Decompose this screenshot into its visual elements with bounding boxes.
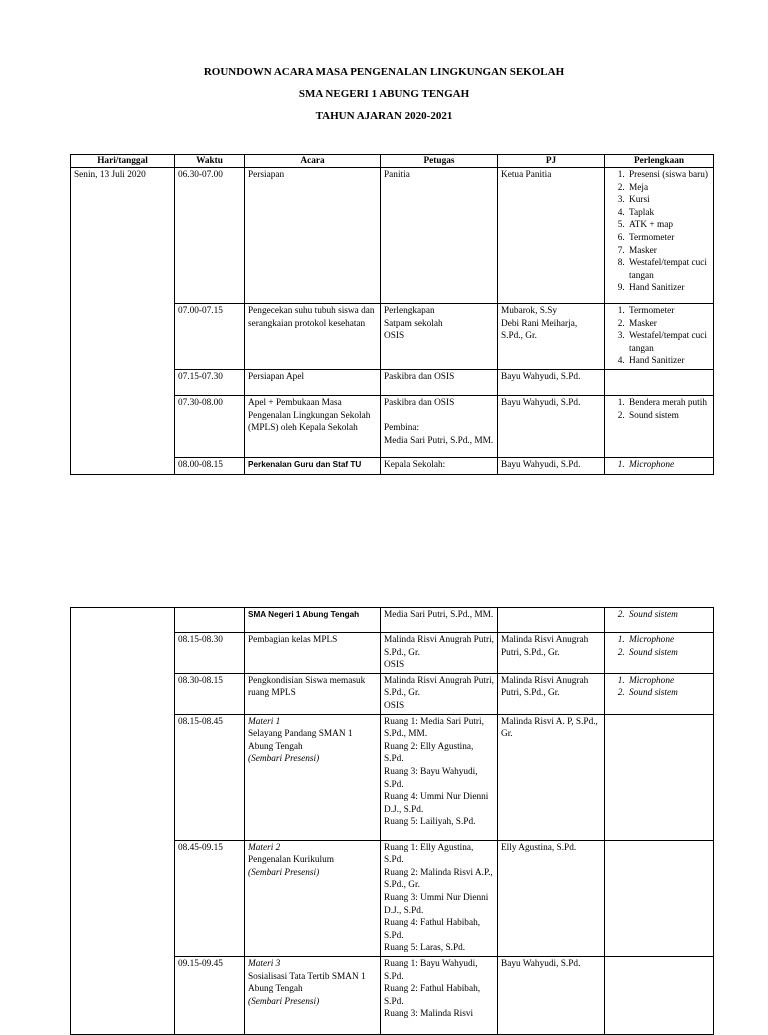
perlengkapan-item: 1. Bendera merah putih bbox=[627, 397, 710, 410]
petugas-cell bbox=[381, 673, 498, 714]
perlengkapan-list bbox=[608, 609, 710, 622]
pj-line: Malinda Risvi Anugrah Putri, S.Pd., Gr. bbox=[501, 635, 589, 658]
acara-cell bbox=[245, 633, 381, 674]
petugas-cell bbox=[381, 840, 498, 956]
pj-line: Mubarok, S.Sy bbox=[501, 306, 558, 316]
petugas-line: Ruang 2: Elly Agustina, S.Pd. bbox=[384, 741, 474, 765]
petugas-line: Ruang 1: Elly Agustina, S.Pd. bbox=[384, 842, 474, 866]
petugas-cell bbox=[381, 457, 498, 474]
perlengkapan-cell bbox=[605, 395, 714, 457]
pj-cell bbox=[498, 304, 605, 370]
pj-cell bbox=[498, 608, 605, 633]
petugas-line: Ruang 5: Laras, S.Pd. bbox=[384, 943, 466, 954]
petugas-cell bbox=[381, 304, 498, 370]
petugas-line: Perlengkapan bbox=[384, 306, 435, 316]
header-acara: Acara bbox=[245, 155, 381, 168]
petugas-line: Kepala Sekolah: bbox=[384, 459, 446, 470]
acara-cell bbox=[245, 956, 381, 1034]
petugas-line: OSIS bbox=[384, 700, 405, 711]
acara-line: Selayang Pandang SMAN 1 Abung Tengah bbox=[248, 729, 353, 752]
perlengkapan-item: 1. Microphone bbox=[627, 459, 710, 472]
petugas-cell bbox=[381, 608, 498, 633]
petugas-line: Ruang 4: Fathul Habibah, S.Pd. bbox=[384, 918, 481, 941]
perlengkapan-item: 6. Termometer bbox=[627, 232, 710, 245]
pj-line: Malinda Risvi Anugrah Putri, S.Pd., Gr. bbox=[501, 675, 589, 699]
perlengkapan-cell bbox=[605, 457, 714, 474]
petugas-line: Ruang 5: Lailiyah, S.Pd. bbox=[384, 817, 476, 828]
petugas-line: Malinda Risvi Anugrah Putri, S.Pd., Gr. bbox=[384, 675, 495, 699]
header-waktu: Waktu bbox=[175, 155, 245, 168]
perlengkapan-item: 4. Taplak bbox=[627, 207, 710, 220]
table-row bbox=[71, 608, 714, 633]
pj-line: Elly Agustina, S.Pd. bbox=[501, 842, 577, 853]
perlengkapan-item: 1. Microphone bbox=[627, 675, 710, 688]
pj-line: Bayu Wahyudi, S.Pd. bbox=[501, 371, 581, 382]
petugas-line: Ruang 3: Ummi Nur Dienni D.J., S.Pd. bbox=[384, 892, 489, 916]
time-cell: 08.00-08.15 bbox=[175, 457, 245, 474]
pj-line: Malinda Risvi A. P, S.Pd., Gr. bbox=[501, 716, 598, 740]
perlengkapan-item: 2. Sound sistem bbox=[627, 687, 710, 700]
perlengkapan-item: 9. Hand Sanitizer bbox=[627, 282, 710, 295]
pj-cell bbox=[498, 840, 605, 956]
day-cell: Senin, 13 Juli 2020 bbox=[71, 168, 175, 475]
presensi-note: (Sembari Presensi) bbox=[248, 867, 320, 878]
perlengkapan-list bbox=[608, 169, 710, 295]
acara-cell bbox=[245, 673, 381, 714]
pj-cell bbox=[498, 168, 605, 304]
petugas-line: Pembina: bbox=[384, 423, 420, 434]
pj-cell bbox=[498, 633, 605, 674]
perlengkapan-list bbox=[608, 397, 710, 422]
perlengkapan-item: 7. Masker bbox=[627, 245, 710, 258]
header-hari: Hari/tanggal bbox=[71, 155, 175, 168]
petugas-line: Ruang 4: Ummi Nur Dienni D.J., S.Pd. bbox=[384, 792, 489, 815]
petugas-line: Ruang 3: Bayu Wahyudi, S.Pd. bbox=[384, 766, 478, 790]
time-cell: 07.15-07.30 bbox=[175, 369, 245, 395]
pj-line: Debi Rani Meiharja, S.Pd., Gr. bbox=[501, 318, 578, 342]
acara-cell bbox=[245, 168, 381, 304]
petugas-line: Ruang 2: Fathul Habibah, S.Pd. bbox=[384, 984, 481, 1007]
pj-line: Bayu Wahyudi, S.Pd. bbox=[501, 459, 581, 470]
acara-cell bbox=[245, 395, 381, 457]
header-petugas: Petugas bbox=[381, 155, 498, 168]
perlengkapan-list bbox=[608, 459, 710, 472]
table-header-row bbox=[71, 155, 714, 168]
acara-line: Sosialisasi Tata Tertib SMAN 1 Abung Tengah bbox=[248, 971, 366, 995]
header-pj: PJ bbox=[498, 155, 605, 168]
pj-cell bbox=[498, 956, 605, 1034]
perlengkapan-item: 2. Meja bbox=[627, 182, 710, 195]
petugas-cell bbox=[381, 395, 498, 457]
acara-cell bbox=[245, 714, 381, 840]
materi-label: Materi 3 bbox=[248, 958, 281, 969]
petugas-cell bbox=[381, 168, 498, 304]
table-row bbox=[71, 168, 714, 304]
perlengkapan-item: 1. Microphone bbox=[627, 634, 710, 647]
acara-line: Apel + Pembukaan Masa Pengenalan Lingkungan Sekolah (MPLS) oleh Kepala Sekolah bbox=[248, 397, 371, 434]
petugas-cell bbox=[381, 714, 498, 840]
acara-line: Persiapan bbox=[248, 170, 285, 180]
petugas-line: OSIS bbox=[384, 331, 405, 342]
petugas-line: Paskibra dan OSIS bbox=[384, 397, 455, 408]
acara-line: Perkenalan Guru dan Staf TU bbox=[248, 459, 362, 469]
perlengkapan-item: 5. ATK + map bbox=[627, 219, 710, 232]
time-cell: 07.00-07.15 bbox=[175, 304, 245, 370]
materi-label: Materi 1 bbox=[248, 716, 281, 727]
acara-line: Persiapan Apel bbox=[248, 371, 305, 382]
perlengkapan-item: 8. Westafel/tempat cuci tangan bbox=[627, 257, 710, 282]
petugas-line: Malinda Risvi Anugrah Putri, S.Pd., Gr. bbox=[384, 635, 495, 658]
perlengkapan-list bbox=[608, 675, 710, 700]
petugas-line: Satpam sekolah bbox=[384, 318, 443, 329]
time-cell bbox=[175, 608, 245, 633]
pj-cell bbox=[498, 673, 605, 714]
pj-line: Bayu Wahyudi, S.Pd. bbox=[501, 958, 581, 969]
pj-line: Bayu Wahyudi, S.Pd. bbox=[501, 397, 581, 408]
pj-line: Ketua Panitia bbox=[501, 170, 552, 180]
materi-label: Materi 2 bbox=[248, 842, 281, 853]
perlengkapan-cell bbox=[605, 369, 714, 395]
pj-cell bbox=[498, 714, 605, 840]
perlengkapan-item: 4. Hand Sanitizer bbox=[627, 355, 710, 368]
petugas-cell bbox=[381, 369, 498, 395]
perlengkapan-cell bbox=[605, 956, 714, 1034]
petugas-line: Ruang 3: Malinda Risvi bbox=[384, 1009, 474, 1020]
petugas-cell bbox=[381, 956, 498, 1034]
perlengkapan-list bbox=[608, 305, 710, 368]
acara-cell bbox=[245, 304, 381, 370]
school-name: SMA NEGERI 1 ABUNG TENGAH bbox=[298, 88, 470, 100]
perlengkapan-cell bbox=[605, 608, 714, 633]
petugas-line: Panitia bbox=[384, 170, 410, 180]
acara-cell bbox=[245, 369, 381, 395]
presensi-note: (Sembari Presensi) bbox=[248, 996, 320, 1007]
day-cell bbox=[71, 608, 175, 1035]
time-cell: 08.15-08.45 bbox=[175, 714, 245, 840]
time-cell: 09.15-09.45 bbox=[175, 956, 245, 1034]
perlengkapan-item: 2. Sound sistem bbox=[627, 410, 710, 423]
time-cell: 06.30-07.00 bbox=[175, 168, 245, 304]
header-perlengkapan: Perlengkaan bbox=[605, 155, 714, 168]
petugas-line: Media Sari Putri, S.Pd., MM. bbox=[384, 610, 494, 620]
perlengkapan-item: 1. Termometer bbox=[627, 305, 710, 318]
petugas-line: Paskibra dan OSIS bbox=[384, 371, 455, 382]
perlengkapan-cell bbox=[605, 714, 714, 840]
perlengkapan-item: 1. Presensi (siswa baru) bbox=[627, 169, 710, 182]
acara-line: Pengecekan suhu tubuh siswa dan serangkaian protokol kesehatan bbox=[248, 306, 375, 329]
perlengkapan-cell bbox=[605, 168, 714, 304]
pj-cell bbox=[498, 395, 605, 457]
petugas-line: OSIS bbox=[384, 660, 405, 671]
perlengkapan-item: 3. Westafel/tempat cuci tangan bbox=[627, 330, 710, 355]
petugas-line: Ruang 1: Media Sari Putri, S.Pd., MM. bbox=[384, 716, 484, 740]
pj-cell bbox=[498, 457, 605, 474]
academic-year: TAHUN AJARAN 2020-2021 bbox=[315, 110, 453, 122]
acara-cell bbox=[245, 608, 381, 633]
perlengkapan-item: 2. Sound sistem bbox=[627, 609, 710, 622]
perlengkapan-item: 2. Sound sistem bbox=[627, 647, 710, 660]
acara-line: Pengenalan Kurikulum bbox=[248, 855, 334, 866]
petugas-line bbox=[384, 410, 494, 423]
document-title: ROUNDOWN ACARA MASA PENGENALAN LINGKUNGAN SEKOLAH bbox=[203, 66, 565, 78]
schedule-table-page-1 bbox=[70, 154, 714, 475]
petugas-line: Ruang 2: Malinda Risvi A.P., S.Pd., Gr. bbox=[384, 867, 493, 891]
perlengkapan-list bbox=[608, 634, 710, 659]
petugas-line: Media Sari Putri, S.Pd., MM. bbox=[384, 435, 494, 446]
acara-line: SMA Negeri 1 Abung Tengah bbox=[248, 610, 360, 619]
time-cell: 07.30-08.00 bbox=[175, 395, 245, 457]
time-cell: 08.15-08.30 bbox=[175, 633, 245, 674]
perlengkapan-cell bbox=[605, 673, 714, 714]
time-cell: 08.45-09.15 bbox=[175, 840, 245, 956]
perlengkapan-item: 3. Kursi bbox=[627, 194, 710, 207]
acara-line: Pembagian kelas MPLS bbox=[248, 635, 338, 645]
acara-line: Pengkondisian Siswa memasuk ruang MPLS bbox=[248, 675, 366, 699]
pj-cell bbox=[498, 369, 605, 395]
petugas-cell bbox=[381, 633, 498, 674]
petugas-line: Ruang 1: Bayu Wahyudi, S.Pd. bbox=[384, 958, 478, 982]
perlengkapan-cell bbox=[605, 633, 714, 674]
perlengkapan-item: 2. Masker bbox=[627, 318, 710, 331]
time-cell: 08.30-08.15 bbox=[175, 673, 245, 714]
acara-cell bbox=[245, 457, 381, 474]
presensi-note: (Sembari Presensi) bbox=[248, 754, 320, 765]
acara-cell bbox=[245, 840, 381, 956]
schedule-table-page-2 bbox=[70, 607, 714, 1035]
perlengkapan-cell bbox=[605, 840, 714, 956]
perlengkapan-cell bbox=[605, 304, 714, 370]
